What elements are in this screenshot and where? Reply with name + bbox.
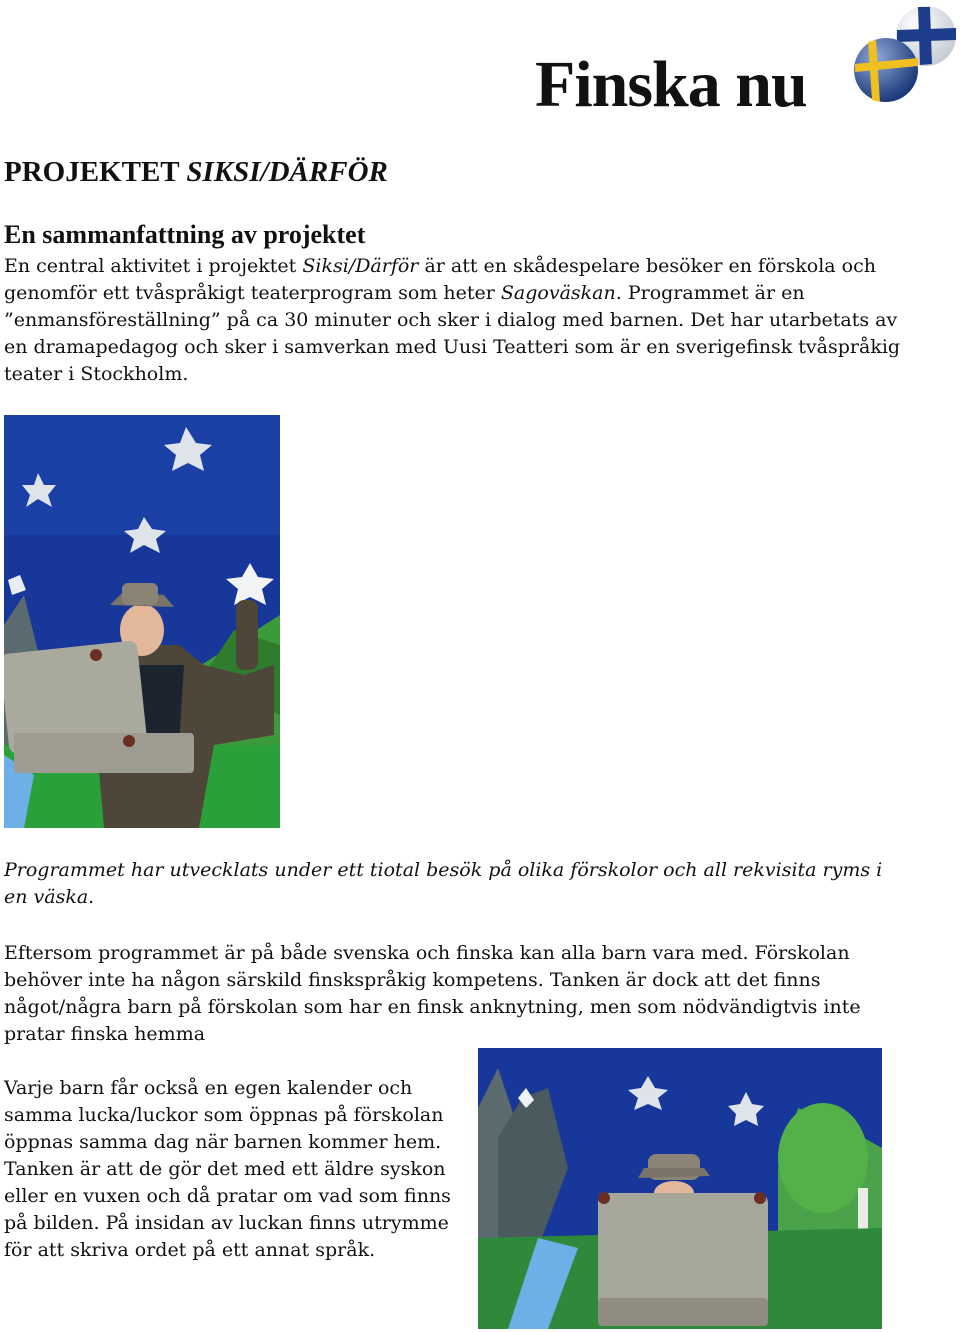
paragraph-languages: Eftersom programmet är på både svenska och finska kan alla barn vara med. Förskolan behöver inte ha någon särskild finskspråkig kompetens. Tanken är dock att det finns något/några barn på förskolan som har en finsk anknytning, men som nödvändigtvis inte pratar finska hemma bbox=[4, 942, 861, 1045]
summary-paragraph: En central aktivitet i projektet Siksi/Därför är att en skådespelare besöker en förskola och genomför ett tvåspråkigt teaterprogram som heter Sagoväskan. Programmet är en ”enmansföreställning” på ca 30 minuter och sker i dialog med barnen. Det har utarbetats av en dramapedagog och sker i samverkan med Uusi Teatteri som är en sverigefinsk tvåspråkig teater i Stockholm. bbox=[4, 255, 901, 385]
photo-caption: Programmet har utvecklats under ett tiotal besök på olika förskolor och all rekvisita ryms i en väska. bbox=[4, 859, 883, 908]
actor-with-suitcase-photo bbox=[4, 415, 280, 828]
summary-heading: En sammanfattning av projektet bbox=[4, 220, 366, 249]
page-title: PROJEKTET SIKSI/DÄRFÖR bbox=[4, 156, 388, 188]
flag-globes-logo bbox=[852, 2, 960, 106]
actor-behind-suitcase-photo bbox=[478, 1048, 882, 1329]
brand-title: Finska nu bbox=[535, 48, 807, 121]
paragraph-calendar: Varje barn får också en egen kalender och samma lucka/luckor som öppnas på förskolan öppnas samma dag när barnen kommer hem. Tanken är att de gör det med ett äldre syskon eller en vuxen och då pratar om vad som finns på bilden. På insidan av luckan finns utrymme för att skriva ordet på ett annat språk. bbox=[4, 1077, 451, 1261]
